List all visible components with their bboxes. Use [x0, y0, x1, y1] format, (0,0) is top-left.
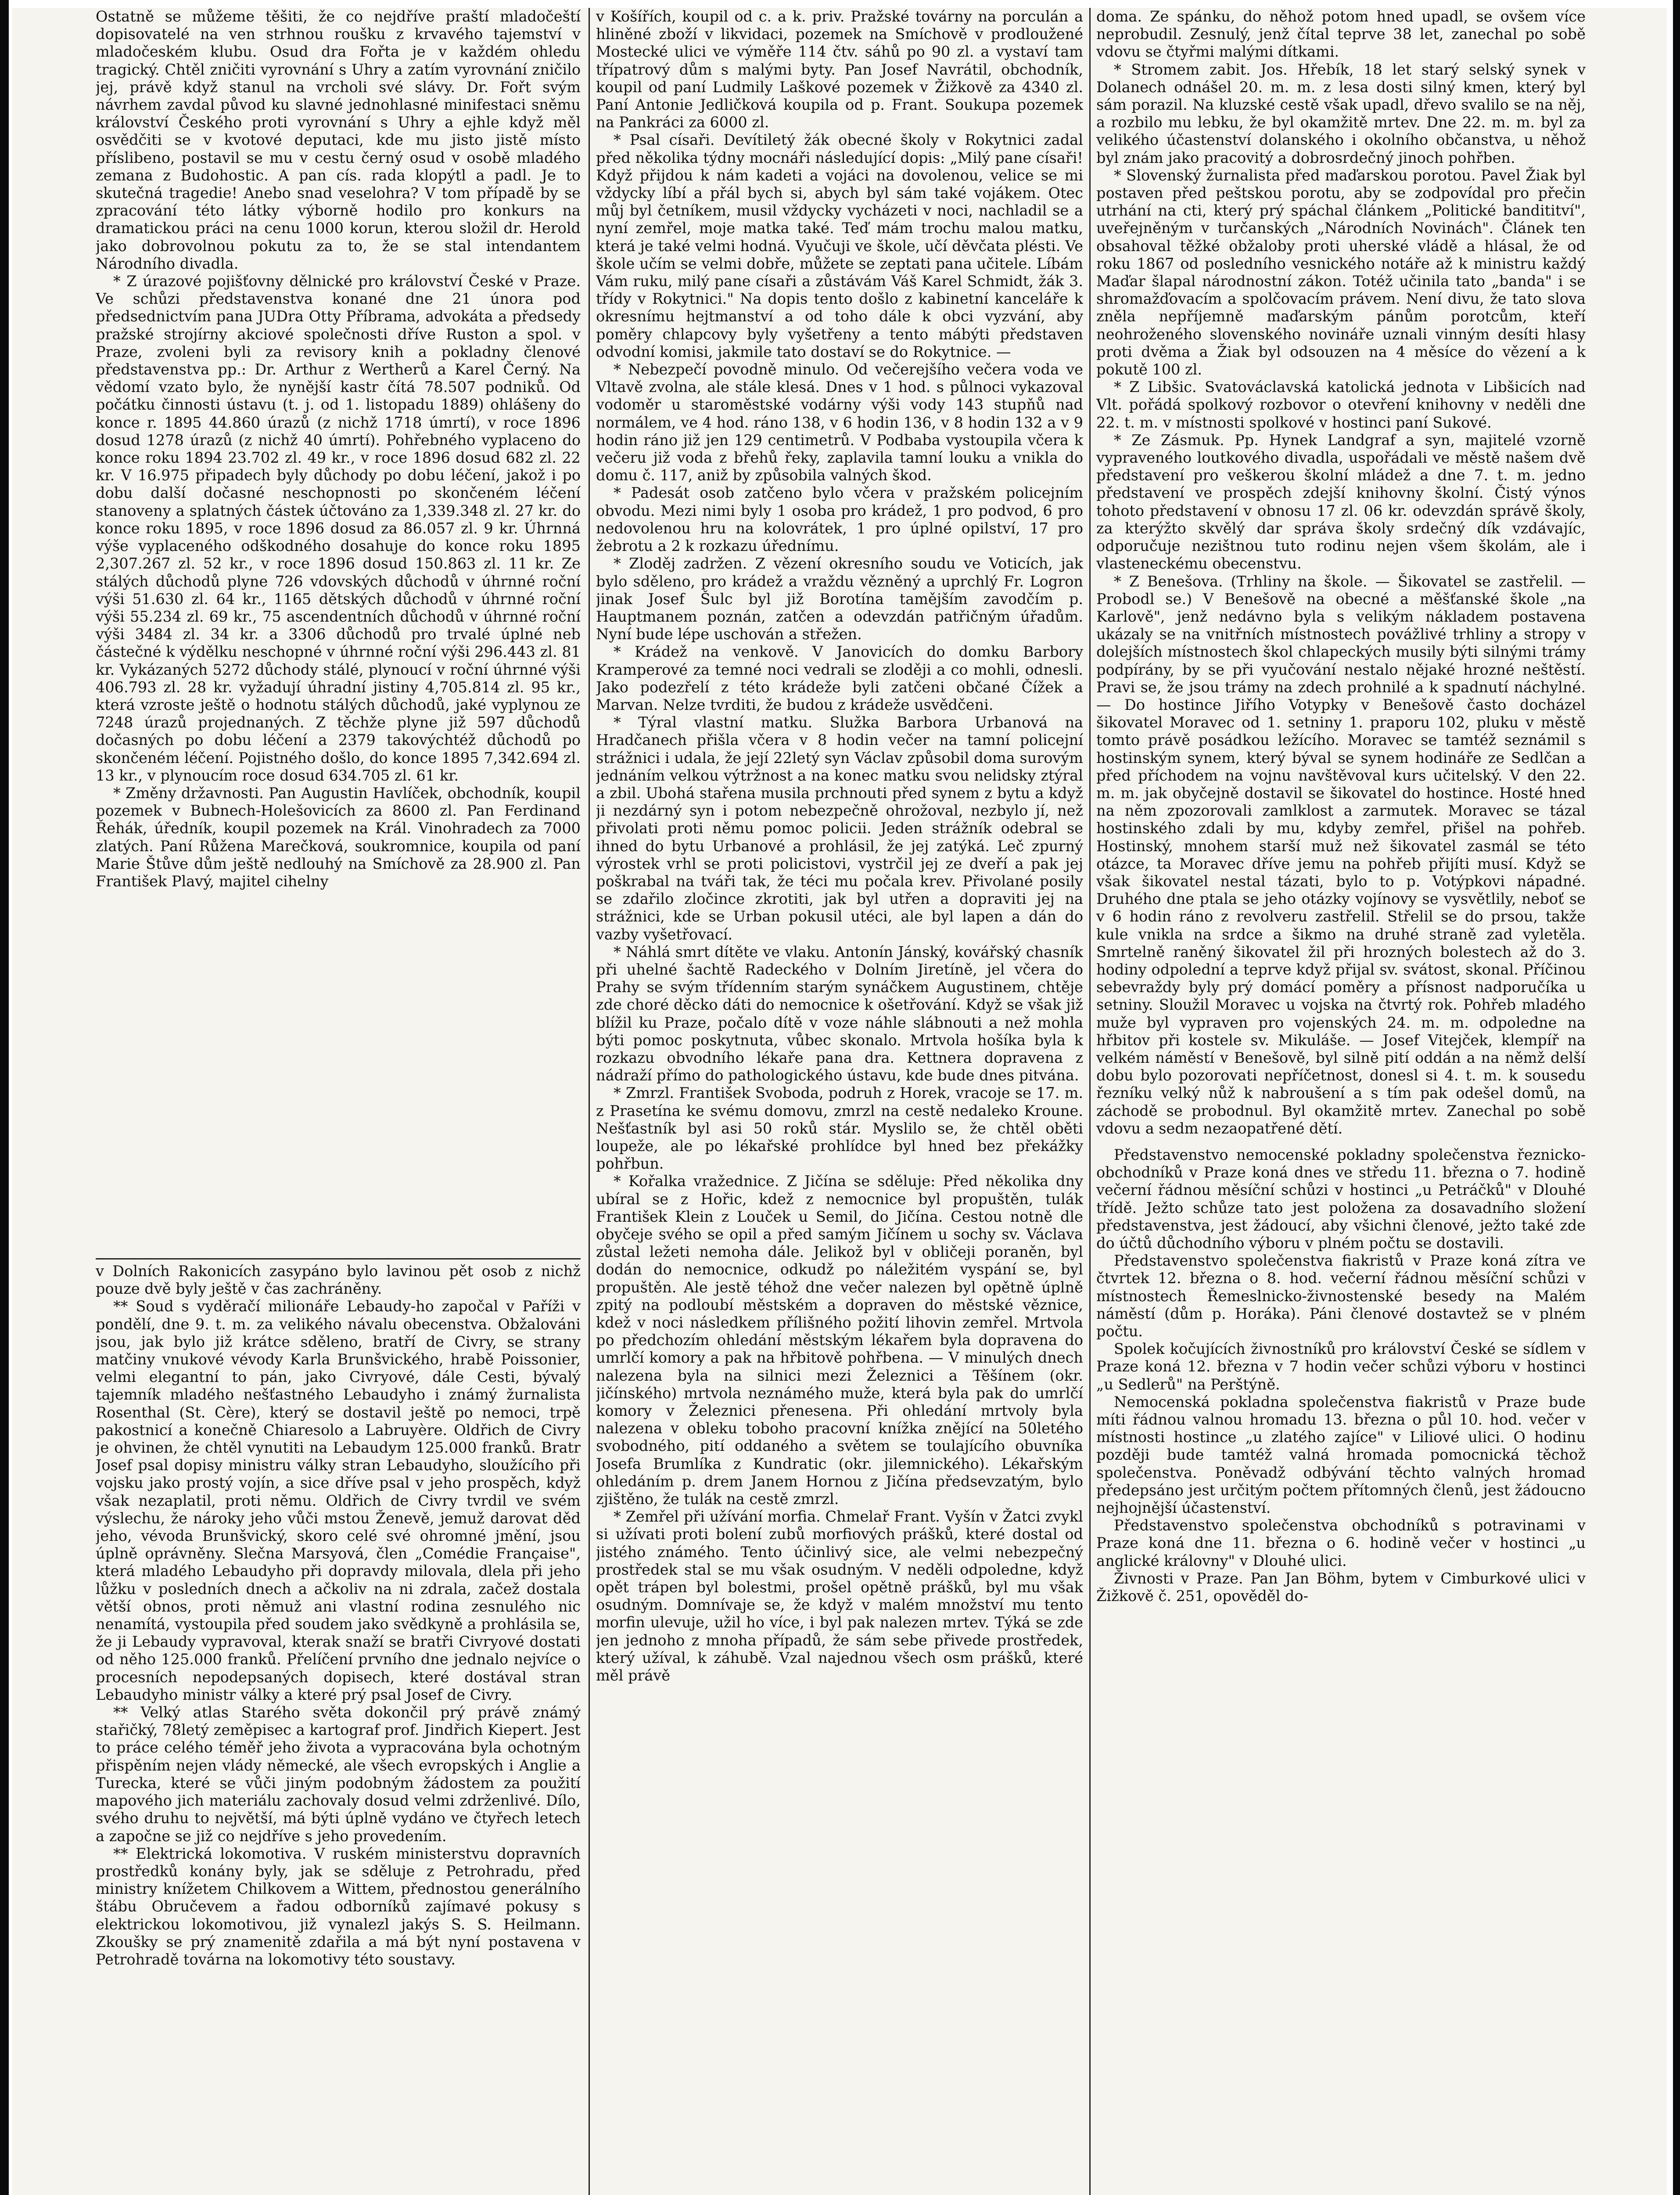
- article-paragraph: v Dolních Rakonicích zasypáno bylo lavinou pět osob z nichž pouze dvě byly ještě v čas zachráněny.: [96, 1263, 581, 1298]
- article-paragraph: * Náhlá smrt dítěte ve vlaku. Antonín Jánský, kovářský chasník při uhelné šachtě Radeckého v Dolním Jiretíně, jel včera do Prahy se svým třídenním starým synáčkem Augustinem, chtěje zde choré děcko dáti do nemocnice k ošetřování. Když se však již blížil ku Praze, počalo dítě v voze náhle slábnouti a než mohla býti pomoc poskytnuta, vůbec skonalo. Mrtvola hošíka byla k rozkazu obvodního lékaře pana dra. Kettnera dopravena z nádraží přímo do pathologického ústavu, kde bude dnes pitvána.: [596, 943, 1083, 1084]
- article-paragraph: * Krádež na venkově. V Janovicích do domku Barbory Kramperové za temné noci vedrali se zloději a co mohli, odnesli. Jako podezřelí z této krádeže byli zatčeni občané Čížek a Marvan. Nelze tvrditi, že budou z krádeže usvědčeni.: [596, 643, 1083, 713]
- column-1-bottom: [96, 1263, 581, 2195]
- article-paragraph: * Slovenský žurnalista před maďarskou porotou. Pavel Žiak byl postaven před peštskou porotu, aby se zodpovídal pro přečin utrhání na cti, který prý spáchal článkem „Politické bandititví", uveřejněným v turčanských „Národních Novinách". Článek ten obsahoval těžké obžaloby proti uherské vládě a hlásal, že od roku 1867 od posledního vesnického notáře až k ministru každý Maďar šlapal národnostní zákon. Totéž učinila tato „banda" i se shromažďovacím a spolčovacím právem. Není divu, že tato slova zněla nepříjemně maďarským pánům porotcům, kteří neohroženého slovenského novináře uznali vinným desíti hlasy proti dvěma a Žiak byl odsouzen na 4 měsíce do vězení a k pokutě 100 zl.: [1096, 166, 1586, 378]
- article-paragraph: * Týral vlastní matku. Služka Barbora Urbanová na Hradčanech přišla včera v 8 hodin večer na tamní policejní strážnici i udala, že její 22letý syn Václav způsobil doma surovým jednáním velkou výtržnost a na konec matku svou nelidsky ztýral a zbil. Ubohá stařena musila prchnouti před synem z bytu a když ji nezdárný syn i potom nebezpečně ohrožoval, nezbylo jí, než přivolati proti němu pomoc policii. Jeden strážník odebral se ihned do bytu Urbanové a prohlásil, že jej zatýká. Leč zpurný výrostek vrhl se proti policistovi, vystrčil jej ze dveří a pak jej poškrabal na tváři tak, že téci mu počala krev. Přivolané posily se zdařilo zločince zkrotiti, jak byl utřen a dopraviti jej na strážnici, kde se Urban pokusil utéci, ale byl lapen a dán do vazby vyšetřovací.: [596, 714, 1083, 943]
- article-paragraph: * Psal císaři. Devítiletý žák obecné školy v Rokytnici zadal před několika týdny mocnáři následující dopis: „Milý pane císaři! Když přijdou k nám kadeti a vojáci na dovolenou, velice se mi vždycky líbí a přál bych si, abych byl sám také vojákem. Otec můj byl četníkem, musil vždycky vycházeti v noci, nachladil se a nyní zemřel, moje matka také. Teď mám trochu malou matku, která je také velmi hodná. Vyučuji ve škole, učí děvčata plésti. Ve škole učím se velmi dobře, můžete se zeptati pana učitele. Líbám Vám ruku, milý pane císaři a zůstávám Váš Karel Schmidt, žák 3. třídy v Rokytnici." Na dopis tento došlo z kabinetní kanceláře k okresnímu hejtmanství a od toho dále k obci vyzvání, aby poměry chlapcovy byly vyšetřeny a tento mábýti představen odvodní komisi, jakmile tato dostaví se do Rokytnice. —: [596, 131, 1083, 360]
- article-paragraph: * Z Libšic. Svatováclavská katolická jednota v Libšicích nad Vlt. pořádá spolkový rozbovor o otevření knihovny v neděli dne 22. t. m. v místnosti spolkové v hostinci paní Sukové.: [1096, 378, 1586, 431]
- article-paragraph: * Nebezpečí povodně minulo. Od večerejšího večera voda ve Vltavě zvolna, ale stále klesá. Dnes v 1 hod. s půlnoci vykazoval vodoměr u staroměstské vodárny výši vody 143 stupňů nad normálem, ve 4 hod. ráno 138, v 6 hodin 136, v 8 hodin 132 a v 9 hodin ráno již jen 129 centimetrů. V Podbaba vystoupila včera k večeru již voda z břehů řeky, zaplavila tamní louku a vnikla do domu č. 117, aniž by způsobila valných škod.: [596, 361, 1083, 484]
- notice-paragraph: Představenstvo společenstva obchodníků s potravinami v Praze koná dne 11. března o 6. hodině večer v hostinci „u anglické královny" v Dlouhé ulici.: [1096, 1517, 1586, 1569]
- article-paragraph: * Stromem zabit. Jos. Hřebík, 18 let starý selský synek v Dolanech odnášel 20. m. m. z lesa dosti silný kmen, který byl sám porazil. Na kluzské cestě však upadl, dřevo svalilo se na něj, a rozbilo mu lebku, že byl okamžitě mrtev. Dne 22. m. m. byl za velikého účastenství dolanského i okolního občanstva, u něhož byl znám jako pracovitý a dobrosrdečný jinoch pohřben.: [1096, 61, 1586, 166]
- notice-paragraph: Představenstvo společenstva fiakristů v Praze koná zítra ve čtvrtek 12. března o 8. hod. večerní řádnou měsíční schůzi v místnostech Řemeslnicko-živnostenské besedy na Malém náměstí (dům p. Horáka). Páni členové dostavtež se v plném počtu.: [1096, 1252, 1586, 1340]
- column-3: [1096, 8, 1586, 2195]
- article-paragraph: * Zmrzl. František Svoboda, podruh z Horek, vracoje se 17. m. z Prasetína ke svému domovu, zmrzl na cestě nedaleko Kroune. Nešťastník byl asi 50 roků stár. Myslilo se, že chtěl oběti loupeže, ale po lékařské prohlídce byl hned bez překážky pohřbun.: [596, 1084, 1083, 1173]
- article-paragraph: * Kořalka vražednice. Z Jičína se sděluje: Před několika dny ubíral se z Hořic, kdež z nemocnice byl propuštěn, tulák František Klein z Louček u Semil, do Jičína. Cestou notně dle obyčeje svého se opil a před samým Jičínem u sochy sv. Václava zůstal ležeti nemoha dále. Jelikož byl v obličeji poraněn, byl dodán do nemocnice, odkudž po náležitém vyspání se, byl propuštěn. Ale jestě téhož dne večer nalezen byl opětně úplně zpitý na podloubí městském a dopraven do městské věznice, kdež v noci následkem přílišného požití lihovin zemřel. Mrtvola po předchozím ohledání městským lékařem byla dopravena do umrlčí komory a pak na hřbitově pohřbena. — V minulých dnech nalezena byla na silnici mezi Železnici a Těšínem (okr. jičínského) mrtvola neznámého muže, která byla pak do umrlčí komory v Železnici přenesena. Při ohledání mrtvoly byla nalezena v obleku toboho pracovní knížka znějící na 50letého svobodného, pití oddaného a světem se toulajícího obuvníka Josefa Brumlíka z Kundratic (okr. jilemnického). Lékařským ohledáním p. drem Janem Hornou z Jičína předsevzatým, bylo zjištěno, že tulák na cestě zmrzl.: [596, 1173, 1083, 1508]
- column-divider: [589, 8, 590, 2195]
- article-paragraph: v Košířích, koupil od c. a k. priv. Pražské továrny na porculán a hliněné zboží v likvidaci, pozemek na Smíchově v prodloužené Mostecké ulici ve výměře 114 čtv. sáhů po 90 zl. a vystaví tam třípatrový dům s malými byty. Pan Josef Navrátil, obchodník, koupil od paní Ludmily Laškové pozemek v Žižkově za 4340 zl. Paní Antonie Jedličková koupila od p. Frant. Soukupa pozemek na Pankráci za 6000 zl.: [596, 8, 1083, 131]
- column-2: [596, 8, 1083, 2195]
- article-paragraph: * Padesát osob zatčeno bylo včera v pražském policejním obvodu. Mezi nimi byly 1 osoba pro krádež, 1 pro podvod, 6 pro nedovolenou hru na kolovrátek, 1 pro úplné opilství, 17 pro žebrotu a 2 k rozkazu úřednímu.: [596, 484, 1083, 555]
- article-paragraph: * Z úrazové pojišťovny dělnické pro království České v Praze. Ve schůzi představenstva konané dne 21 února pod předsednictvím pana JUDra Otty Příbrama, advokáta a předsedy pražské strojírny akciové společnosti dříve Ruston a spol. v Praze, zvoleni byli za revisory knih a pokladny členové představenstva pp.: Dr. Arthur z Wertherů a Karel Černý. Na vědomí vzato bylo, že nynější kastr čítá 78.507 podniků. Od počátku činnosti ústavu (t. j. od 1. listopadu 1889) ohlášeny do konce r. 1895 44.860 úrazů (z nichž 1718 úmrtí), v roce 1896 dosud 1278 úrazů (z nichž 40 úmrtí). Pohřebného vyplaceno do konce roku 1894 23.702 zl. 49 kr., v roce 1896 dosud 682 zl. 22 kr. V 16.975 připadech byly důchody po dobu léčení, jakož i po dobu další dočasné neschopnosti po skončeném léčení stanoveny a splatných částek účtováno za 1,339.348 zl. 27 kr. do konce roku 1895, v roce 1896 dosud za 86.057 zl. 9 kr. Úhrnná výše vyplaceného odškodného dosahuje do konce roku 1895 2,307.267 zl. 52 kr., v roce 1896 dosud 150.863 zl. 11 kr. Ze stálých důchodů plyne 726 vdovských důchodů v úhrnné roční výši 51.630 zl. 64 kr., 1165 dětských důchodů v úhrnné roční výši 55.234 zl. 69 kr., 75 ascendentních důchodů v úhrnné roční výši 3484 zl. 34 kr. a 3306 důchodů pro trvalé úplné neb částečné k výdělku neschopné v úhrnné roční výši 296.443 zl. 81 kr. Vykázaných 5272 důchody stálé, plynoucí v roční úhrnné výši 406.793 zl. 28 kr. vyžadují úhradní jistiny 4,705.814 zl. 95 kr., která vzroste ještě o hodnotu stálých důchodů, jaké vyplynou ze 7248 úrazů projednaných. Z těchže plyne již 597 důchodů dočasných po dobu léčení a 2379 takovýchtéž důchodů po skončeném léčení. Pojistného došlo, do konce 1895 7,342.694 zl. 13 kr., v plynoucím roce dosud 634.705 zl. 61 kr.: [96, 273, 581, 784]
- article-paragraph: * Zloděj zadržen. Z vězení okresního soudu ve Voticích, jak bylo sděleno, pro krádež a vraždu vězněný a uprchlý Fr. Logron jinak Josef Šulc byl již Borotína tamějším zavodčím p. Hauptmanem poznán, zatčen a odevzdán patřičným úřadům. Nyní bude lépe uschován a střežen.: [596, 555, 1083, 643]
- notice-paragraph: Nemocenská pokladna společenstva fiakristů v Praze bude míti řádnou valnou hromadu 13. března o půl 10. hod. večer v místnosti hostince „u zlatého zajíce" v Liliové ulici. O hodinu později bude tamtéž valná hromada pomocnická těchož společenstva. Poněvadž odbývání těchto valných hromad předepsáno jest určitým počtem přítomných členů, jest žádoucno nejhojnější účastenství.: [1096, 1393, 1586, 1517]
- notice-paragraph: Spolek kočujících živnostníků pro království České se sídlem v Praze koná 12. března v 7 hodin večer schůzi výboru v hostinci „u Sedlerů" na Perštýně.: [1096, 1340, 1586, 1393]
- article-paragraph: * Ze Zásmuk. Pp. Hynek Landgraf a syn, majitelé vzorně vypraveného loutkového divadla, uspořádali ve městě našem dvě představení pro veškerou školní mládež a dne 7. t. m. jedno představení ve prospěch zdejší knihovny školní. Čistý výnos tohoto představení v obnosu 17 zl. 06 kr. odevzdán správě školy, za kterýžto skvělý dar správa školy srdečný dík vzdávajíc, odporučuje nezištnou tuto rodinu nejen všem školám, ale i vlasteneckému obecenstvu.: [1096, 431, 1586, 572]
- column-1-top: [96, 8, 581, 1257]
- article-paragraph: ** Velký atlas Starého světa dokončil prý právě známý stařičký, 78letý zeměpisec a kartograf prof. Jindřich Kiepert. Jest to práce celého téměř jeho života a vypracována byla ochotným přispěním nejen vlády německé, ale všech evropských i Anglie a Turecka, které se vůči jiným podobným žádostem za použití mapového jich materiálu zachovaly dosud velmi zdrženlivé. Dílo, svého druhu to největší, má býti úplně vydáno ve čtyřech letech a započne se již co nejdříve s jeho provedením.: [96, 1704, 581, 1845]
- notice-paragraph: Představenstvo nemocenské pokladny společenstva řeznicko-obchodníků v Praze koná dnes ve středu 11. března o 7. hodině večerní řádnou měsíční schůzi v hostinci „u Petráčků" v Dlouhé třídě. Ježto schůze tato jest položena za dosavadního složení představenstva, jest žádoucí, aby všichni členové, ježto také zde do účtů důchodního výboru v plném počtu se dostavili.: [1096, 1146, 1586, 1252]
- article-paragraph: ** Soud s vyděračí milionáře Lebaudy-ho započal v Paříži v pondělí, dne 9. t. m. za velikého návalu obecenstva. Obžalováni jsou, jak bylo již krátce sděleno, bratří de Civry, se strany matčiny vnukové vévody Karla Brunšvického, hrabě Poissonier, velmi elegantní to pán, jako Civryové, dále Cesti, bývalý tajemník mladého nešťastného Lebaudyho i známý žurnalista Rosenthal (St. Cère), který se dostavil ještě po nemoci, trpě pakostnicí a konečně Chiaresolo a Labruyère. Oldřich de Civry je ohvinen, že chtěl vynutiti na Lebaudym 125.000 franků. Bratr Josef psal dopisy ministru války stran Lebaudyho, sloužícího při vojsku jako prostý vojín, a sice dříve psal v jeho prospěch, když však nezaplatil, proti němu. Oldřich de Civry tvrdil ve svém výslechu, že nároky jeho vůči mstou Ženevě, jemuž darovat děd jeho, vévoda Brunšvický, skoro celé své ohromné jmění, jsou úplně oprávněny. Slečna Marsyová, člen „Comédie Française", která mladého Lebaudyho při dopravdy milovala, dlela při jeho lůžku v posledních dnech a ačkoliv na ni zdrala, začež dostala větší obnos, proti němuž ani vlastní rodina zesnulého nic nenamítá, vystoupila před soudem jako svědkyně a prohlásila se, že ji Lebaudy vypravoval, kterak snaží se bratři Civryové dostati od něho 125.000 franků. Přelíčení prvního dne jednalo nejvíce o procesních nepodepsaných dopisech, které dostával stran Lebaudyho ministr války a které prý psal Josef de Civry.: [96, 1298, 581, 1703]
- scan-border-left: [0, 0, 9, 2195]
- article-paragraph: Ostatně se můžeme těšiti, že co nejdříve praští mladočeští dopisovatelé na ven strhnou roušku z krvavého tajemství v mladočeském klubu. Osud dra Fořta je v každém ohledu tragický. Chtěl zničiti vyrovnání s Uhry a zatím vyrovnání zničilo jej, právě když stanul na vrcholi své slávy. Dr. Fořt svým návrhem zavdal původ ku slavné jednohlasné minifestaci sněmu království Českého proti vyrovnání s Uhry a ejhle když měl osvědčiti se v kvotové deputaci, kde mu jisto jistě místo příslibeno, postavil se mu v cestu černý osud v osobě mladého zemana z Budohostic. A pan cís. rada klopýtl a padl. Je to skutečná tragedie! Anebo snad veselohra? V tom případě by se zpracování této látky výborně hodilo pro konkurs na dramatickou práci na cenu 1000 korun, kterou složil dr. Herold jako dobrovolnou pokutu za to, že se stal intendantem Národního divadla.: [96, 8, 581, 272]
- article-paragraph: * Z Benešova. (Trhliny na škole. — Šikovatel se zastřelil. — Probodl se.) V Benešově na obecné a měšťanské škole „na Karlově", jenž nedávno byla s velikým nákladem postavena ukázaly se na vnitřních místnostech povážlivé trhliny a stropy v dolejších místnostech škol chlapeckých musily býti silnými trámy podpírány, by se při vyučování nestalo nějaké hrozné neštěstí. Pravi se, že jsou trámy na zdech prohnilé a k spadnutí náchylné. — Do hostince Jiřího Votypky v Benešově často docházel šikovatel Moravec od 1. setniny 1. praporu 102, pluku v městě tomto právě posádkou ležícího. Moravec se tamtéž seznámil s hostinským synem, který býval se synem hodináře ze Sedlčan a před příchodem na vojnu navštěvoval kurs učitelský. V den 22. m. m. jak obyčejně dostavil se šikovatel do hostince. Hosté hned na něm zpozorovali zamlklost a zarmutek. Moravec se tázal hostinského zdali by mu, kdyby zemřel, přišel na pohřeb. Hostinský, mnohem starší muž než šikovatel zasmál se této otázce, ta Moravec dříve jemu na pohřeb přijíti musí. Když se však šikovatel nestal tázati, bylo to p. Votýpkovi nápadné. Druhého dne ptala se jeho otázky vojínovy se vysvětlily, neboť se v 6 hodin ráno z revolveru zastřelil. Střelil se do prsou, takže kule vnikla na srdce a šikmo na druhé straně zad vyletěla. Smrtelně raněný šikovatel žil při hrozných bolestech až do 3. hodiny odpolední a teprve když přijal sv. svátost, skonal. Příčinou sebevraždy byly prý domácí poměry a přísnost nadporučíka u setniny. Sloužil Moravec u vojska na čtvrtý rok. Pohřeb mladého muže byl vypraven pro vojenských 24. m. m. odpoledne na hřbitov při kostele sv. Mikuláše. — Josef Vitejček, klempíř na velkém náměstí v Benešově, byl silně pití oddán a na němž delší dobu bylo pozorovati nepříčetnost, donesl si 4. t. m. k sousedu řezníku velký nůž k nabroušení a s tím pak odešel domů, na záchodě se probodnul. Byl okamžitě mrtev. Zanechal po sobě vdovu a sedm nezaopatřené dětí.: [1096, 572, 1586, 1137]
- article-paragraph: * Změny državnosti. Pan Augustin Havlíček, obchodník, koupil pozemek v Bubnech-Holešovicích za 8600 zl. Pan Ferdinand Řehák, úředník, koupil pozemek na Král. Vinohradech za 7000 zlatých. Paní Růžena Marečková, soukromnice, koupila od paní Marie Štůve dům ještě nedlouhý na Smíchově za 28.900 zl. Pan František Plavý, majitel cihelny: [96, 784, 581, 890]
- notice-paragraph: Živnosti v Praze. Pan Jan Böhm, bytem v Cimburkové ulici v Žižkově č. 251, opověděl do-: [1096, 1569, 1586, 1605]
- newspaper-page: [12, 8, 1667, 2195]
- article-paragraph: * Zemřel při užívání morfia. Chmelař Frant. Vyšín v Žatci zvykl si užívati proti bolení zubů morfiových prášků, které dostal od jistého známého. Tento účinlivý sice, ale velmi nebezpečný prostředek stal se mu však osudným. V neděli odpoledne, když opět trápen byl bolestmi, prošel opětně prášků, byl mu však osudným. Domnívaje se, že když v malém množství mu tento morfin ulevuje, užil ho více, i byl pak nalezen mrtev. Týká se zde jen jednoho z mnoha případů, že sám sebe přivede prostředek, který užíval, k záhubě. Vzal najednou všech osm prášků, které měl právě: [596, 1508, 1083, 1684]
- article-paragraph: doma. Ze spánku, do něhož potom hned upadl, se ovšem více neprobudil. Zesnulý, jenž čítal teprve 38 let, zanechal po sobě vdovu se čtyřmi malými dítkami.: [1096, 8, 1586, 61]
- column-divider: [1089, 8, 1091, 2195]
- scan-border-right: [1673, 0, 1680, 2195]
- column-divider-horizontal: [96, 1258, 581, 1259]
- article-paragraph: ** Elektrická lokomotiva. V ruském ministerstvu dopravních prostředků konány byly, jak se sděluje z Petrohradu, před ministry knížetem Chilkovem a Wittem, přednostou generálního štábu Obručevem a řadou odborníků zajímavé pokusy s elektrickou lokomotivou, již vynalezl jakýs S. S. Heilmann. Zkoušky se prý znamenitě zdařila a má být nyní postavena v Petrohradě továrna na lokomotivy této soustavy.: [96, 1845, 581, 1968]
